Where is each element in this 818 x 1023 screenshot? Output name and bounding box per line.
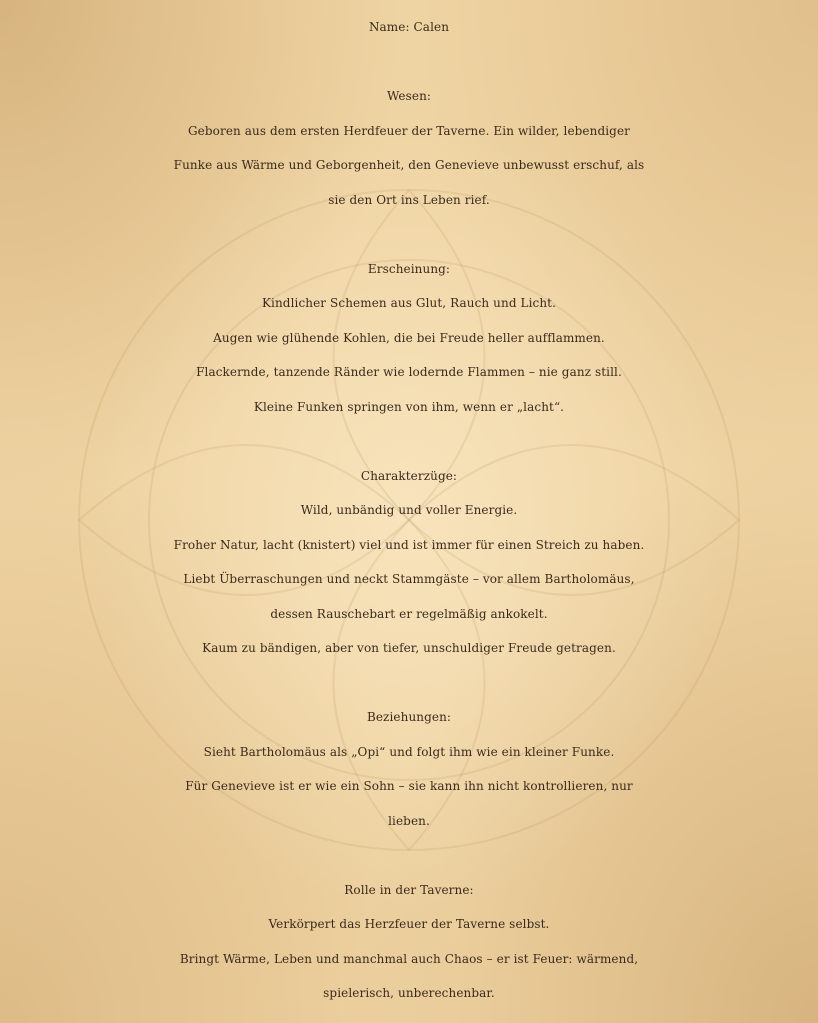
section-heading-charakterzuege: Charakterzüge: [360, 468, 458, 483]
charakter-line: dessen Rauschebart er regelmäßig ankokelt. [270, 606, 548, 621]
beziehungen-line: lieben. [388, 813, 430, 828]
spacer [0, 45, 818, 80]
erscheinung-line: Flackernde, tanzende Ränder wie lodernde Flammen – nie ganz still. [196, 365, 622, 379]
rolle-line: Verkörpert das Herzfeuer der Taverne selbst. [268, 917, 550, 931]
erscheinung-line: Kindlicher Schemen aus Glut, Rauch und Licht. [261, 296, 557, 310]
charakter-line: Wild, unbändig und voller Energie. [300, 503, 518, 517]
beziehungen-line: Für Genevieve ist er wie ein Sohn – sie kann ihn nicht kontrollieren, nur [185, 779, 633, 793]
charakter-line: Froher Natur, lacht (knistert) viel und ist immer für einen Streich zu haben. [173, 537, 645, 552]
beziehungen-line: Sieht Bartholomäus als „Opi“ und folgt ihm wie ein kleiner Funke. [203, 744, 615, 759]
section-heading-beziehungen: Beziehungen: [366, 710, 452, 724]
wesen-line: Funke aus Wärme und Geborgenheit, den Genevieve unbewusst erschuf, als [173, 158, 645, 172]
section-heading-rolle: Rolle in der Taverne: [344, 882, 474, 897]
spacer [0, 424, 818, 459]
section-heading-erscheinung: Erscheinung: [367, 261, 451, 276]
charakter-line: Liebt Überraschungen und neckt Stammgäste – vor allem Bartholomäus, [183, 572, 635, 586]
wesen-line: Geboren aus dem ersten Herdfeuer der Taverne. Ein wilder, lebendiger [187, 123, 631, 138]
charakter-line: Kaum zu bändigen, aber von tiefer, unschuldiger Freude getragen. [202, 641, 616, 655]
erscheinung-line: Augen wie glühende Kohlen, die bei Freude heller aufflammen. [213, 330, 605, 345]
spacer [0, 838, 818, 873]
spacer [0, 217, 818, 252]
erscheinung-line: Kleine Funken springen von ihm, wenn er „lacht“. [253, 399, 565, 414]
section-heading-wesen: Wesen: [386, 89, 432, 103]
wesen-line: sie den Ort ins Leben rief. [328, 192, 490, 207]
spacer [0, 666, 818, 701]
rolle-line: Bringt Wärme, Leben und manchmal auch Chaos – er ist Feuer: wärmend, [179, 951, 639, 966]
rolle-line: spielerisch, unberechenbar. [323, 986, 495, 1000]
name-line: Name: Calen [368, 20, 450, 34]
